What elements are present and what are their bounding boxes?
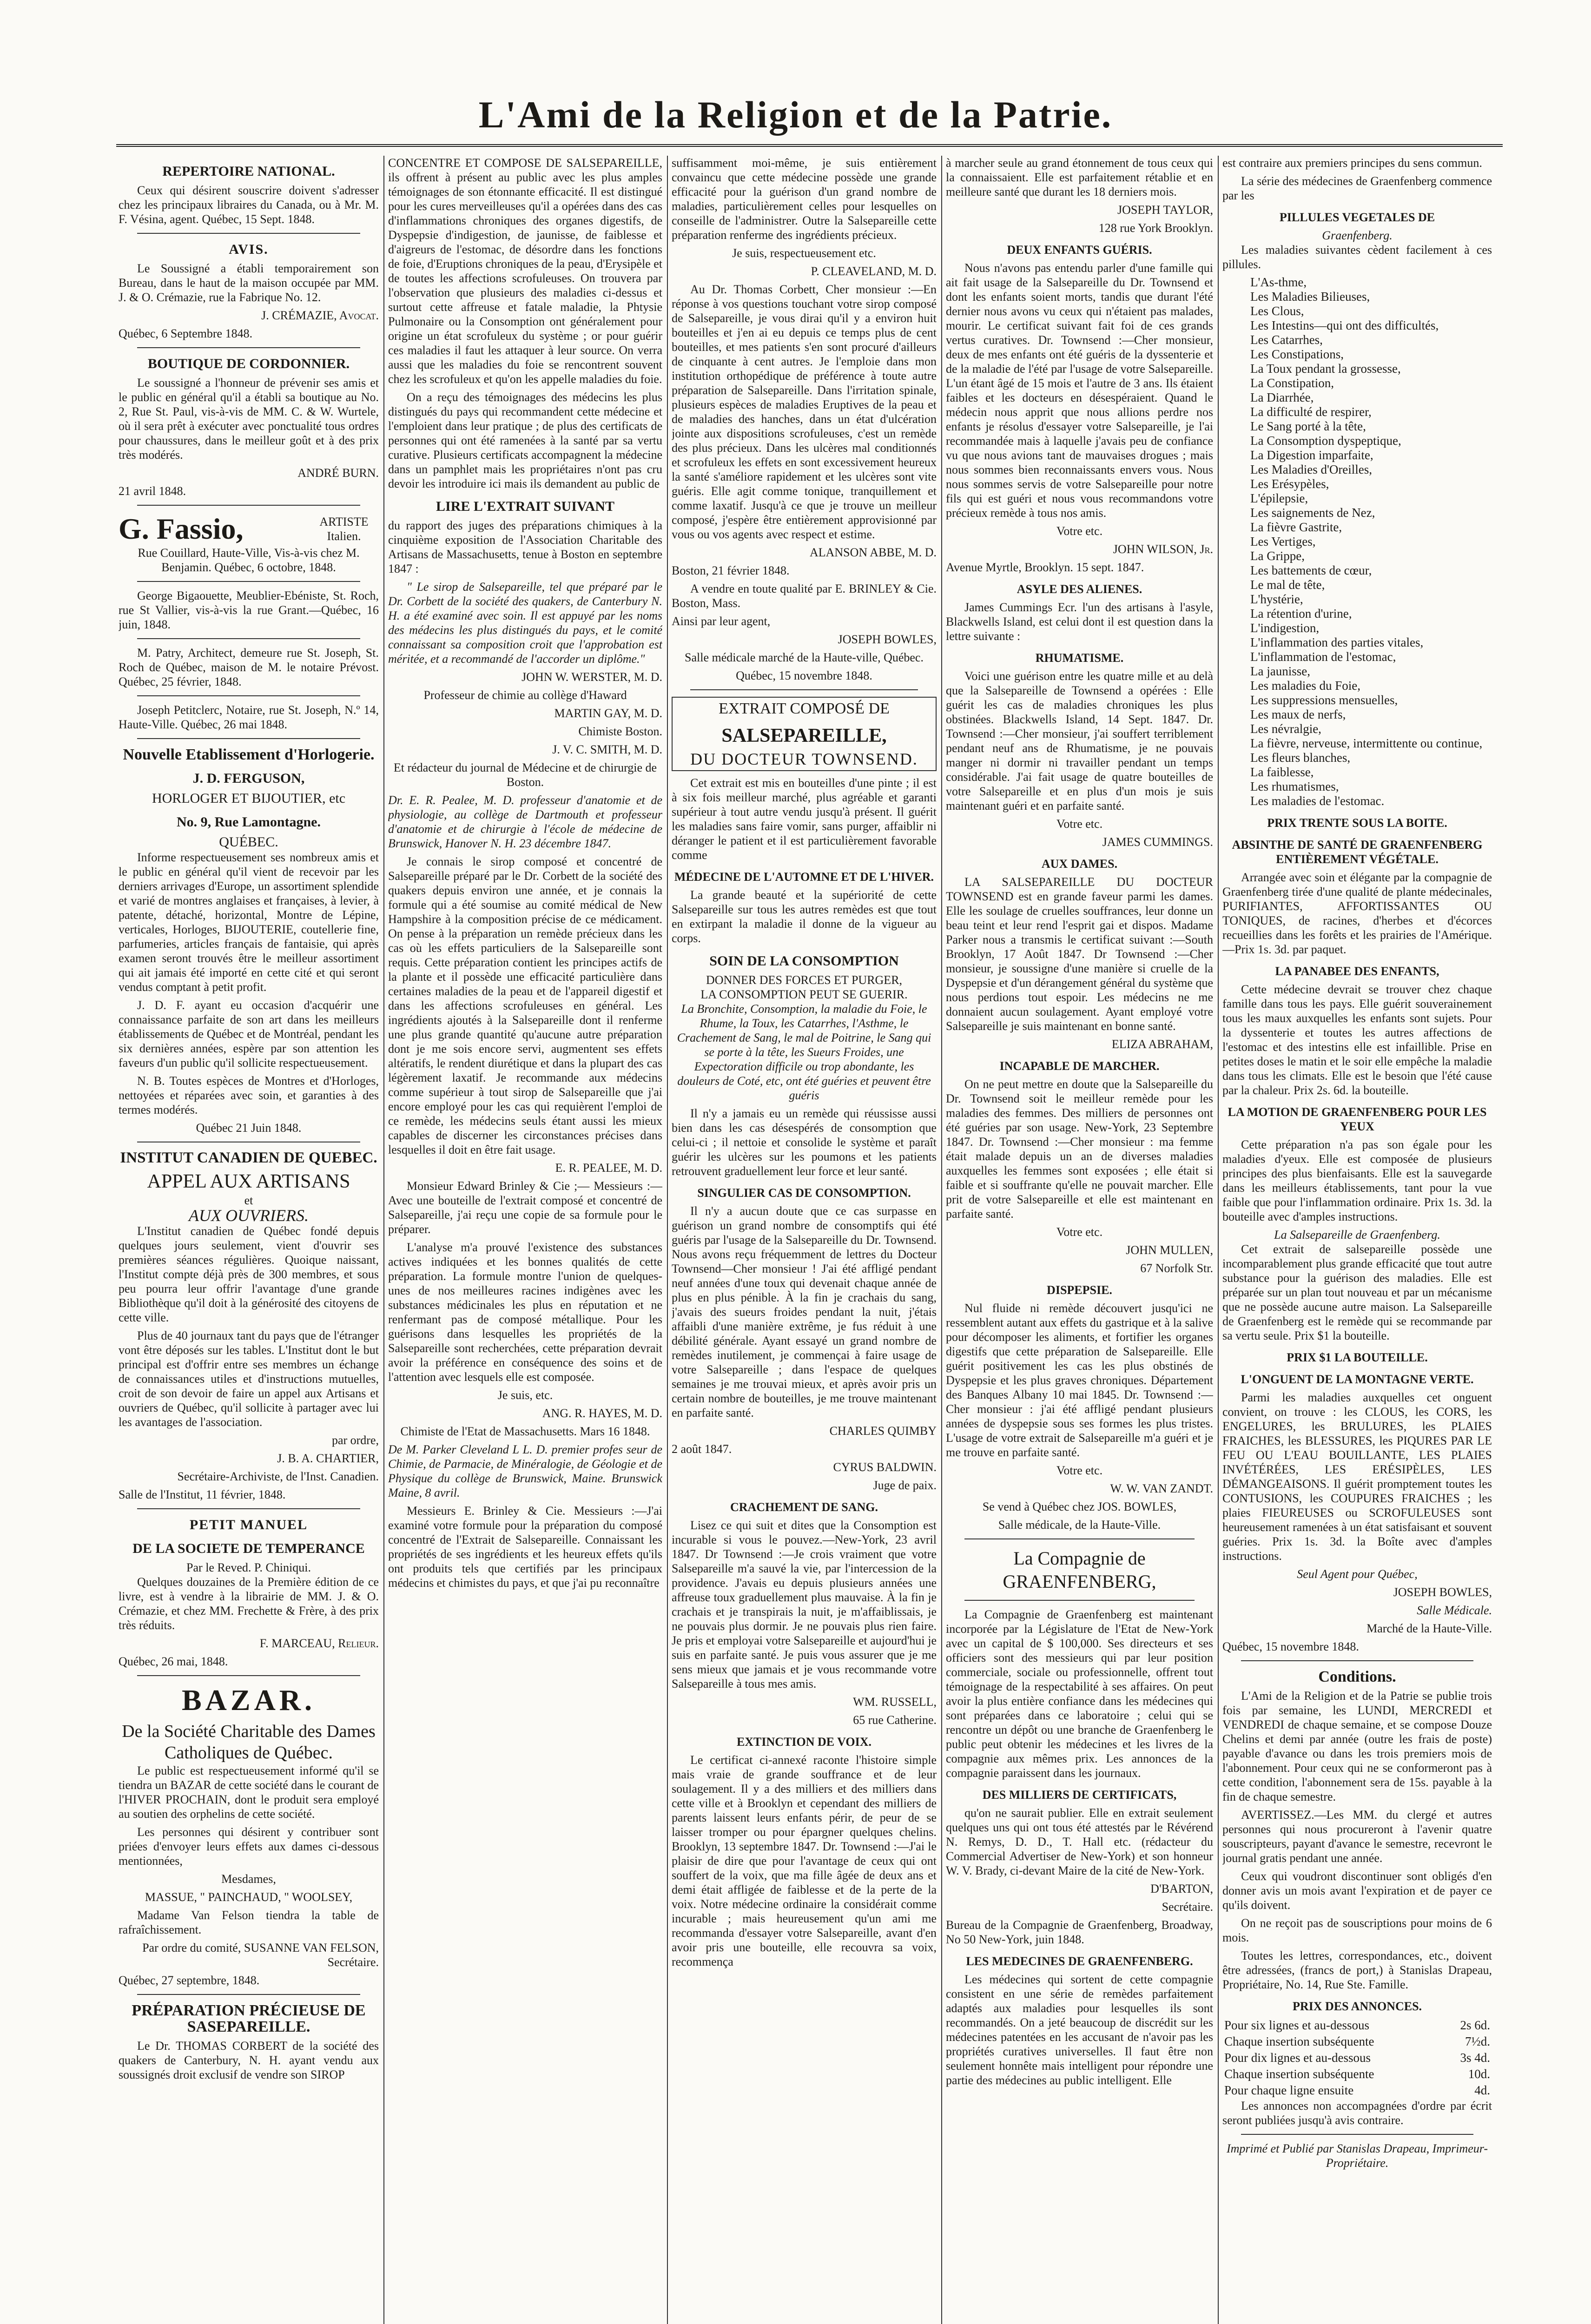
taylor-letter-cont: à marcher seule au grand étonnement de tous ceux qui la connaissaient. Elle est parfaitement rétablie et en meilleure santé que durant les 18 derniers mois. xyxy=(946,156,1213,198)
institut-subheading: APPEL AUX ARTISANS xyxy=(147,1171,350,1192)
bowles-address: Salle médicale marché de la Haute-ville, Québec. xyxy=(685,651,924,664)
ailment-item: La Consomption dyspeptique, xyxy=(1250,434,1401,448)
salsepareille-testimonials: On a reçu des témoignages des médecins les plus distingués du pays qui recommandent cette médecine et l'emploient dans leur pratique ; de plus des certificats de personnes qui ont été ramenées à la santé par sa vertu curative. Plusieurs certificats accompagnent la médecine dans un pamphlet mais les propriétaires n'ont pas cru devoir les introduire ici mais ils demandent au public de xyxy=(388,390,662,490)
price-value: 4d. xyxy=(1474,2083,1490,2097)
signature-cleaveland: P. CLEAVELAND, M. D. xyxy=(811,264,937,278)
forces-heading: DONNER DES FORCES ET PURGER, xyxy=(706,973,903,987)
ailment-item: Les névralgie, xyxy=(1250,722,1321,736)
motion-text: Cette préparation n'a pas son égale pour les maladies d'yeux. Elle est composée de plusieurs principes des plus bienfaisants. Elle est la sauvegarde dans les meilleurs établissements, tant pour la vue faible que pour l'inflammation ordinaire. Prix 1s. 3d. la bouteille avec d'amples instructions. xyxy=(1222,1138,1492,1223)
incapable-text: On ne peut mettre en doute que la Salsepareille du Dr. Townsend soit le meilleur remède pour les maladies des femmes. Des milliers de personnes ont été guéries par son usage. New-York, 23 Septembre 1847. Dr. Townsend :—Cher monsieur : ma femme était malade depuis un an de diverses maladies auxquelles les femmes sont exposées ; elle était si faible et si souffrante qu'elle ne pouvait marcher. Elle prit de votre Salsepareille et elle est maintenant en parfaite santé. xyxy=(946,1077,1213,1221)
preparation-text: Le Dr. THOMAS CORBERT de la société des quakers de Canterbury, N. H. ayant vendu aux soussignés droit exclusif de vendre son SIROP xyxy=(119,2039,379,2081)
bazar-names: MASSUE, " PAINCHAUD, " WOOLSEY, xyxy=(145,1890,353,1904)
ailment-item: Les Constipations, xyxy=(1250,347,1344,361)
ailment-item: La rétention d'urine, xyxy=(1250,607,1352,621)
signature-bowles: JOSEPH BOWLES, xyxy=(838,633,937,646)
conditions-text-2: AVERTISSEZ.—Les MM. du clergé et autres personnes qui nous procureront à l'avenir quatre souscripteurs, payant d'avance le semestre, recevront le journal gratis pendant une année. xyxy=(1222,1808,1492,1865)
mullen-address: 67 Norfolk Str. xyxy=(1140,1261,1213,1275)
ailment-item: Le Sang porté à la tête, xyxy=(1250,419,1366,433)
divider xyxy=(137,638,360,639)
avis-text: Le Soussigné a établi temporairement son Bureau, dans le haut de la maison occupée par MM. J. & O. Crémazie, rue la Fabrique No. 12. xyxy=(119,262,379,304)
ailment-item: Les Erésypèles, xyxy=(1250,477,1329,491)
pealee-letter: Je connais le sirop composé et concentré de Salsepareille préparé par le Dr. Corbett de la société des quakers depuis environ une année, et je connais la formule qui a été soumise au comité médical de New Hampshire à la composition précise de ce médicament. On pense à la préparation un remède précieux dans les cas où les effets particuliers de la Salsepareille sont requis. Cette préparation contient les principes actifs de la plante et il possède une efficacité particulière dans certaines maladies de la peau et de l'appareil digestif et dans les affections scrofuleuses en général. Les ingrédients ajoutés à la Salsepareille dont il renferme une plus grande quantité qu'aucune autre préparation dont je me sois encore servi, augmentent ses effets altératifs, le rendent diurétique et dans la plupart des cas légèrement laxatif. Je recommande aux médecins comme supérieur à tout sirop de Salsepareille que j'ai encore employé pour les cas qui requièrent l'emploi de ce remède, les médecins seuls étant aussi les mieux capables de discerner les circonstances précises dans lesquelles il doit en être fait usage. xyxy=(388,855,662,1156)
bowles-date: Québec, 15 novembre 1848. xyxy=(736,669,872,682)
hayes-closing: Je suis, etc. xyxy=(497,1388,553,1402)
divider xyxy=(690,689,918,690)
absinthe-heading: ABSINTHE DE SANTÉ DE GRAENFENBERG ENTIÈREMENT VÉGÉTALE. xyxy=(1232,838,1483,866)
institut-heading: INSTITUT CANADIEN DE QUEBEC. xyxy=(120,1149,377,1166)
bowles-sale-address: Salle médicale, de la Haute-Ville. xyxy=(998,1518,1161,1532)
boutique-date: 21 avril 1848. xyxy=(119,484,186,498)
ailment-item: Les Clous, xyxy=(1250,304,1304,318)
ailment-item: Les saignements de Nez, xyxy=(1250,506,1375,520)
ailment-item: Le mal de tête, xyxy=(1250,578,1325,592)
automne-heading: MÉDECINE DE L'AUTOMNE ET DE L'HIVER. xyxy=(674,870,934,884)
divider xyxy=(137,1508,360,1509)
abbe-letter: Au Dr. Thomas Corbett, Cher monsieur :—En réponse à vos questions touchant votre sirop composé de Salsepareille, je vous dirai qu'il y a environ huit bouteilles et j'en ai eu depuis ce temps plus de cent bouteilles, et mes patients s'en sont procuré d'ailleurs de cinquante à cent autres. Je l'emploie dans mon institution orthopédique de préférence à toute autre préparation de Salsepareille. Dans l'irritation spinale, plusieurs espèces de maladies Eruptives de la peau et de maladies des hanches, dans un état d'ulcération jointe aux dispositions scrofuleuses, c'est un remède des plus précieux. Dans les ulcères mal conditionnés et scrofuleux les effets en sont excessivement heureux la santé s'améliore rapidement et les ulcères sont vite guéris. Elle agit comme tonique, tranquillement et comme laxatif. Jusqu'à ce que je trouve un meilleur composé, j'espère être entièrement approvisionné par vous ou vos agents avec respect et estime. xyxy=(672,283,937,541)
institut-et: et xyxy=(244,1194,253,1207)
signature-quimby: CHARLES QUIMBY xyxy=(829,1424,937,1438)
bazar-subheading: De la Société Charitable des Dames Catholiques de Québec. xyxy=(122,1722,376,1763)
aux-dames-heading: AUX DAMES. xyxy=(1041,857,1118,871)
ailment-item: La Grippe, xyxy=(1250,549,1305,563)
conditions-text-3: Ceux qui voudront discontinuer sont obligés d'en donner avis un mois avant l'expiration et de payer ce qu'ils doivent. xyxy=(1222,1869,1492,1912)
boutique-signature: ANDRÉ BURN. xyxy=(297,466,379,480)
bowles-date-2: Québec, 15 novembre 1848. xyxy=(1222,1640,1359,1653)
ailment-item: Les Maladies Bilieuses, xyxy=(1250,290,1370,304)
barton-title: Secrétaire. xyxy=(1162,1900,1213,1914)
divider xyxy=(137,347,360,348)
bazar-signature: Par ordre du comité, SUSANNE VAN FELSON, Secrétaire. xyxy=(142,1941,379,1969)
consomption-heading: SOIN DE LA CONSOMPTION xyxy=(709,953,899,969)
signature-hayes-title: Chimiste de l'Etat de Massachusetts. Mars 16 1848. xyxy=(400,1425,650,1438)
manuel-author: Par le Reved. P. Chiniqui. xyxy=(186,1561,311,1574)
prix-note: Les annonces non accompagnées d'ordre par écrit seront publiées jusqu'à avis contraire. xyxy=(1222,2099,1492,2127)
wilson-closing: Votre etc. xyxy=(1056,524,1103,538)
rapport-quote: " Le sirop de Salsepareille, tel que préparé par le Dr. Corbett de la société des quakers, de Canterbury N. H. a été examiné avec soin. Il est appuyé par les noms des médecins les plus distingués du pays, et le comité connaissant sa composition croit que l'approbation est méritée, et a recommandé de l'accorder un diplôme." xyxy=(388,580,662,666)
institut-text: L'Institut canadien de Québec fondé depuis quelques jours seulement, vient d'ouvrir ses premières séances régulières. Quoique naissant, l'Institut compte déjà près de 300 membres, et sous peu pourra leur offrir l'avantage d'une grande Bibliothèque qu'il doit à la générosité des citoyens de cette ville. xyxy=(119,1224,379,1324)
divider xyxy=(1241,2134,1473,2135)
ailment-item: L'hystérie, xyxy=(1250,592,1303,606)
signature-smith-title: Et rédacteur du journal de Médecine et de chirurgie de Boston. xyxy=(393,761,657,789)
patry-notice: M. Patry, Architect, demeure rue St. Joseph, St. Roch de Québec, maison de M. le notaire Prévost. Québec, 25 février, 1848. xyxy=(119,646,379,688)
pillules-heading: PILLULES VEGETALES DE xyxy=(1279,211,1435,224)
manuel-signature: F. MARCEAU, Relieur. xyxy=(259,1637,379,1650)
horlogerie-heading: Nouvelle Etablissement d'Horlogerie. xyxy=(123,746,375,763)
manuel-date: Québec, 26 mai, 1848. xyxy=(119,1655,228,1668)
price-row xyxy=(1222,2034,1492,2050)
fassio-name: G. Fassio, xyxy=(119,512,244,545)
conditions-text: L'Ami de la Religion et de la Patrie se publie trois fois par semaine, les LUNDI, MERCREDI et VENDREDI de chaque semaine, et se compose Douze Chelins et demi par année (outre les frais de poste) payable d'avance ou dans les trois premiers mois de l'abonnement. Pour ceux qui ne se conformeront pas à cette condition, l'abonnement sera de 15s. payable à la fin de chaque semestre. xyxy=(1222,1689,1492,1803)
prix-boite-heading: PRIX TRENTE SOUS LA BOITE. xyxy=(1267,816,1447,830)
column-2 xyxy=(388,156,662,2324)
onguent-heading: L'ONGUENT DE LA MONTAGNE VERTE. xyxy=(1241,1373,1474,1386)
institut-text-2: Plus de 40 journaux tant du pays que de l'étranger vont être déposés sur les tables. L'Institut dont le but principal est d'offrir entre ses membres un échange de connaissances utiles et d'instructions mutuelles, croit de son devoir de faire un appel aux Artisans et ouvriers de Québec, qu'il sollicite à partager avec lui les avantages de l'association. xyxy=(119,1329,379,1429)
townsend-heading: DU DOCTEUR TOWNSEND. xyxy=(690,750,918,768)
ailment-item: La Diarrhée, xyxy=(1250,390,1314,404)
agent-intro: Ainsi par leur agent, xyxy=(672,614,771,628)
ailment-item: Les suppressions mensuelles, xyxy=(1250,693,1398,707)
ailment-item: La jaunisse, xyxy=(1250,664,1310,678)
signature-abbe: ALANSON ABBE, M. D. xyxy=(809,546,937,559)
ailment-item: La Constipation, xyxy=(1250,376,1334,390)
maladies-list: La Bronchite, Consomption, la maladie du Foie, le Rhume, la Toux, les Catarrhes, l'Asthme, le Crachement de Sang, le mal de Poitrine, le Sang qui se porte à la tête, les Sueurs Froides, une Expectoration difficile ou trop abondante, les douleurs de Coté, etc, ont été guéries et peuvent être guéris xyxy=(677,1002,931,1102)
price-value: 3s 4d. xyxy=(1460,2051,1490,2065)
bazar-date: Québec, 27 septembre, 1848. xyxy=(119,1974,260,1987)
medecines-text-cont: est contraire aux premiers principes du sens commun. xyxy=(1222,156,1482,170)
ailment-item: Les Vertiges, xyxy=(1250,535,1316,548)
rhumatisme-heading: RHUMATISME. xyxy=(1035,651,1124,665)
ferguson-name: J. D. FERGUSON, xyxy=(192,771,305,786)
guerir-heading: LA CONSOMPTION PEUT SE GUERIR. xyxy=(700,988,908,1001)
fassio-address: Rue Couillard, Haute-Ville, Vis-à-vis chez M. Benjamin. Québec, 6 octobre, 1848. xyxy=(138,546,360,574)
ailment-item: L'épilepsie, xyxy=(1250,491,1308,505)
ferguson-trade: HORLOGER ET BIJOUTIER, etc xyxy=(152,791,346,806)
price-value: 7½d. xyxy=(1465,2034,1490,2048)
ailment-item: La Digestion imparfaite, xyxy=(1250,448,1373,462)
medecines-text: Les médecines qui sortent de cette compagnie consistent en une série de remèdes parfaitement adaptés aux maladies pour lesquelles ils sont recommandés. On a jeté beaucoup de discrédit sur les médecines patentées en les accusant de n'avoir pas les propriétés curatives universelles. Il faut être non seulement honnête mais intelligent pour répondre une partie des médecines au public intelligent. Elle xyxy=(946,1973,1213,2087)
avis-date: Québec, 6 Septembre 1848. xyxy=(119,327,253,340)
hayes-letter-intro: Monsieur Edward Brinley & Cie ;— Messieurs :—Avec une bouteille de l'extrait composé et concentré de Salsepareille, j'ai reçu une copie de sa formule pour le préparer. xyxy=(388,1179,662,1236)
signature-russell: WM. RUSSELL, xyxy=(853,1695,937,1709)
salsepareille-intro: CONCENTRE ET COMPOSE DE SALSEPAREILLE, ils offrent à présent au public avec les plus amples témoignages de son étonnante efficacité. Il est distingué pour les cures merveilleuses qu'il a opérées dans des cas d'inflammations chroniques des organes digestifs, de Dyspepsie d'indigestion, de jaunisse, de faiblesse et d'aigreurs de l'estomac, de désordre dans les fonctions de foie, d'Eruptions chroniques de la peau, d'Erysipèle et de toutes les affections scrofuleuses. On trouvera par l'observation que plusieurs des maladies ci-dessus et surtout cette affreuse et fatale maladie, la Phtysie Pulmonaire ou la Consomption ont généralement pour origine un état scrofuleux du système ; or pour guérir ces maladies il faut les attaquer à leur source. On verra aussi que les maladies du foie se rencontrent souvent chez les scrofuleux et qu'on les appelle maladies du foie. xyxy=(388,156,662,386)
signature-werster-title: Professeur de chimie au collège d'Haward xyxy=(423,688,627,702)
signature-vanzandt: W. W. VAN ZANDT. xyxy=(1110,1482,1213,1495)
dispepsie-heading: DISPEPSIE. xyxy=(1047,1283,1112,1297)
cleveland-letter: Messieurs E. Brinley & Cie. Messieurs :—J'ai examiné votre formule pour la préparation du composé concentré de l'Extrait de Salsepareille. Connaissant les propriétés de ses ingrédients et les heureux effets qu'ils ont produits tels que certifiés par les principaux médecins et chimistes du pays, et que j'ai pu reconnaître xyxy=(388,1504,662,1590)
rhumatisme-text: Voici une guérison entre les quatre mille et au delà que la Salsepareille de Townsend a opérées : Elle guérit les cas de maladies chroniques les plus obstinées. Blackwells Island, 14 Sept. 1847. Dr. Townsend :—Cher monsieur, j'ai souffert terriblement pendant neuf ans de Rhumatisme, je ne pouvais manger ni dormir ni travailler pendant un temps considérable. J'ai fait usage de quatre bouteilles de votre Salsepareille et en plus d'un mois je suis maintenant guéri et en parfaite santé. xyxy=(946,669,1213,812)
conditions-heading: Conditions. xyxy=(1318,1668,1396,1685)
salsepareille-heading: SALSEPAREILLE, xyxy=(721,725,887,746)
signature-smith: J. V. C. SMITH, M. D. xyxy=(552,743,662,756)
price-label: Pour dix lignes et au-dessous xyxy=(1224,2051,1371,2065)
ailment-item: La fièvre, nerveuse, intermittente ou continue, xyxy=(1250,736,1483,750)
bazar-text-3: Madame Van Felson tiendra la table de rafraîchissement. xyxy=(119,1908,379,1936)
price-row xyxy=(1222,2066,1492,2082)
signature-abraham: ELIZA ABRAHAM, xyxy=(1111,1037,1213,1051)
repertoire-text: Ceux qui désirent souscrire doivent s'adresser chez les principaux libraires du Canada, ou à Mr. M. F. Vésina, agent. Québec, 15 Sept. 1848. xyxy=(119,184,379,226)
ailment-item: La difficulté de respirer, xyxy=(1250,405,1372,419)
signature-bowles-2: JOSEPH BOWLES, xyxy=(1393,1585,1492,1599)
deux-enfants-text: Nous n'avons pas entendu parler d'une famille qui ait fait usage de la Salsepareille du Dr. Townsend et dont les enfants soient morts, tandis que durant l'été dernier nous avons vu ceux qui n'étaient pas malades, mourir. Le certificat suivant fait foi de ces grands vertus curatives. Dr. Townsend :—Cher monsieur, deux de mes enfants ont été guéris de la dyssenterie et de la maladie de l'été par l'usage de votre Salsepareille. L'un étant âgé de 15 mois et l'autre de 3 ans. Ils étaient faibles et les docteurs en désespéraient. Quand le médecin nous apprit que nous allions perdre nos enfants je résolus d'essayer votre Salsepareille, je l'ai recommandée mais à laquelle j'avais peu de confiance vu que nous avions tant de mauvaises drogues ; mais nous sommes bien reconnaissants envers vous. Nous nous sommes servis de votre Salsepareille pour notre fils qui est guéri et nous vous recommandons votre précieux remède à tous nos amis. xyxy=(946,261,1213,520)
petitclerc-notice: Joseph Petitclerc, Notaire, rue St. Joseph, N.º 14, Haute-Ville. Québec, 26 mai 1848. xyxy=(119,703,379,731)
quimby-date: 2 août 1847. xyxy=(672,1442,732,1456)
signature-gay-title: Chimiste Boston. xyxy=(578,725,662,738)
signature-pealee: E. R. PEALEE, M. D. xyxy=(555,1161,662,1175)
divider xyxy=(137,695,360,696)
ailment-item: Les fleurs blanches, xyxy=(1250,751,1351,765)
cleveland-intro: De M. Parker Cleveland L L. D. premier profes seur de Chimie, de Parmacie, de Minéralogie, de Géologie et de Physique du collège de Brunswick, Maine. Brunswick Maine, 8 avril. xyxy=(388,1443,662,1499)
institut-date: Salle de l'Institut, 11 février, 1848. xyxy=(119,1488,286,1501)
divider xyxy=(137,1994,360,1995)
column-4 xyxy=(946,156,1213,2324)
price-label: Pour chaque ligne ensuite xyxy=(1224,2083,1354,2097)
ferguson-city: QUÉBEC. xyxy=(219,834,278,850)
salsepareille-graenfenberg-heading: La Salsepareille de Graenfenberg. xyxy=(1274,1228,1440,1241)
incapable-heading: INCAPABLE DE MARCHER. xyxy=(999,1059,1160,1073)
column-rule xyxy=(383,156,384,2324)
divider xyxy=(964,1538,1195,1539)
vanzandt-closing: Votre etc. xyxy=(1056,1464,1103,1477)
price-row xyxy=(1222,2017,1492,2034)
price-row xyxy=(1222,2050,1492,2066)
salsepareille-graenfenberg-text: Cet extrait de salsepareille possède une incomparablement plus grande efficacité que tout autre substance pour la guérison des maladies. Elle est préparée sur un plan tout nouveau et par un mécanisme que ne possède aucune autre maison. La Salsepareille de Graenfenberg est le remède qui se recommande par sa vertu seule. Prix $1 la bouteille. xyxy=(1222,1242,1492,1342)
barton-address: Bureau de la Compagnie de Graenfenberg, Broadway, No 50 New-York, juin 1848. xyxy=(946,1918,1213,1946)
panabee-text: Cette médecine devrait se trouver chez chaque famille dans tous les pays. Elle guérit souverainement tous les maux auxquelles les enfants sont sujets. Pour la dyssenterie et toutes les autres affections de l'estomac et des intestins elle est infaillible. Prise en petites doses le matin et le soir elle empêche la maladie dans tous les climats. Elle est le besoin que l'été cause par la chaleur. Prix 2s. 6d. la bouteille. xyxy=(1222,983,1492,1097)
ailment-item: La faiblesse, xyxy=(1250,765,1314,779)
signature-hayes: ANG. R. HAYES, M. D. xyxy=(542,1406,662,1420)
salle-medicale: Salle Médicale. xyxy=(1417,1604,1492,1617)
ailment-item: La fièvre Gastrite, xyxy=(1250,520,1342,534)
manuel-text: Quelques douzaines de la Première édition de ce livre, est à vendre à la librairie de MM. J. & O. Crémazie, et chez MM. Frechette & Frère, à des prix très réduits. xyxy=(119,1575,379,1632)
divider xyxy=(137,505,360,506)
bigaouette-notice: George Bigaouette, Meublier-Ebéniste, St. Roch, rue St Vallier, vis-à-vis la rue Grant.—Québec, 16 juin, 1848. xyxy=(119,589,379,631)
avis-heading: AVIS. xyxy=(229,242,269,257)
onguent-text: Parmi les maladies auxquelles cet onguent convient, on trouve : les CLOUS, les CORS, les ENGELURES, les BRULURES, les PLAIES FRAICHES, les BLESSURES, les PIQURES PAR LE FEU OU L'EAU BOUILLANTE, LES PLAIES INVÉTÉRÉES, LES ERÉSIPÈLES, LES DÉMANGEAISONS. Il guérit promptement toutes les CONTUSIONS, les COUPURES FRAICHES ; les plaies FIEUREUSES ou SCROFULEUSES sont heureusement ramenées à un état satisfaisant et souvent guéries. Prix 1s. 3d. la Boîte avec d'amples instructions. xyxy=(1222,1391,1492,1563)
ailment-item: Les maux de nerfs, xyxy=(1250,707,1346,721)
ailment-item: L'inflammation de l'estomac, xyxy=(1250,650,1396,664)
ferguson-text-2: J. D. F. ayant eu occasion d'acquérir une connaissance parfaite de son art dans les meilleurs établissements de Québec et de Montréal, pendant les six dernières années, espère par son attention les faveurs d'un public qu'il sollicite respectueusement. xyxy=(119,998,379,1070)
ailment-item: L'As-thme, xyxy=(1250,275,1307,289)
ailments-list xyxy=(1222,275,1492,808)
ailment-item: Les rhumatismes, xyxy=(1250,779,1339,793)
ferguson-text-3: N. B. Toutes espèces de Montres et d'Horloges, nettoyées et réparées avec soin, et garanties à des termes modérés. xyxy=(119,1074,379,1116)
panabee-heading: LA PANABEE DES ENFANTS, xyxy=(1275,964,1439,978)
extrait-suivant-heading: LIRE L'EXTRAIT SUIVANT xyxy=(436,499,615,514)
hayes-letter: L'analyse m'a prouvé l'existence des substances actives indiquées et les bonnes qualités de cette préparation. La formule montre l'union de quelques-unes de nos meilleures racines indigènes avec les substances médicinales les plus en réputation et ne renfermant pas de composé métallique. Pour les guérisons dans lesquelles les propriétés de la Salsepareille sont recherchées, cette préparation devrait avoir la préférence en conséquence des soins et de l'attention avec lesquels elle est composée. xyxy=(388,1241,662,1384)
ailment-item: La Toux pendant la grossesse, xyxy=(1250,362,1401,376)
pillules-text: Les maladies suivantes cèdent facilement à ces pillules. xyxy=(1222,243,1492,271)
signature-gay: MARTIN GAY, M. D. xyxy=(554,706,662,720)
masthead-rule xyxy=(116,144,1503,147)
bazar-mesdames: Mesdames, xyxy=(221,1872,276,1886)
ailment-item: Les Intestins—qui ont des difficultés, xyxy=(1250,318,1439,332)
dispepsie-text: Nul fluide ni remède découvert jusqu'ici ne ressemblent autant aux effets du gastrique et à la salive pour décomposer les aliments, et fortifier les organes digestifs que cette préparation de Salsepareille. Elle guérit positivement les cas les plus obstinés de Dyspepsie et les plus graves chroniques. Département des Banques Albany 10 mai 1845. Dr. Townsend :—Cher monsieur : j'ai été affligé pendant plusieurs années de dyspepsie sous ses formes les plus tristes. L'usage de votre extrait de Salsepareille m'a guéri et je me trouve en parfaite santé. xyxy=(946,1301,1213,1459)
manuel-heading: PETIT MANUEL xyxy=(189,1517,308,1532)
divider xyxy=(137,581,360,582)
institut-signature: J. B. A. CHARTIER, xyxy=(277,1452,379,1465)
conditions-text-5: Toutes les lettres, correspondances, etc., doivent être adressées, (francs de port,) à Stanislas Drapeau, Propriétaire, No. 14, Rue Ste. Famille. xyxy=(1222,1949,1492,1991)
graenfenberg-heading: La Compagnie de GRAENFENBERG, xyxy=(1003,1548,1156,1592)
boutique-heading: BOUTIQUE DE CORDONNIER. xyxy=(147,356,350,371)
column-rule xyxy=(667,156,668,2324)
column-5 xyxy=(1222,156,1492,2324)
divider xyxy=(964,1600,1195,1601)
signature-abbe-date: Boston, 21 février 1848. xyxy=(672,564,790,577)
signature-taylor: JOSEPH TAYLOR, xyxy=(1117,203,1213,217)
crachement-heading: CRACHEMENT DE SANG. xyxy=(730,1500,878,1514)
certificats-text: qu'on ne saurait publier. Elle en extrait seulement quelques uns qui ont tous été attestés par le Révérend N. Remys, D. D., T. Hall etc. (rédacteur du Commercial Advertiser de New-York) et son honneur W. V. Brady, ci-devant Maire de la cité de New-York. xyxy=(946,1806,1213,1877)
repertoire-heading: REPERTOIRE NATIONAL. xyxy=(162,164,335,179)
ailment-item: L'inflammation des parties vitales, xyxy=(1250,635,1424,649)
price-label: Chaque insertion subséquente xyxy=(1224,2067,1374,2081)
price-label: Chaque insertion subséquente xyxy=(1224,2034,1374,2048)
ailment-item: Les Maladies d'Oreilles, xyxy=(1250,462,1373,476)
motion-heading: LA MOTION DE GRAENFENBERG POUR LES YEUX xyxy=(1228,1105,1487,1133)
graenfenberg-text: La Compagnie de Graenfenberg est maintenant incorporée par la Législature de l'Etat de New-York avec un capital de $ 100,000. Ses directeurs et ses officiers sont des messieurs qui par leur position commerciale, sociale ou professionnelle, offrent tout témoignage de la respectabilité à ses affaires. On peut avoir la plus entière confiance dans les médecines qui sont préparées dans ce laboratoire ; celui qui se rencontre un dépôt ou une branche de Graenfenberg le public peut obtenir les médecines et les livres de la compagnie aux mêmes prix. Les annonces de la compagnie paraissent dans les journaux. xyxy=(946,1608,1213,1780)
bowles-sale: Se vend à Québec chez JOS. BOWLES, xyxy=(982,1500,1177,1513)
signature-mullen: JOHN MULLEN, xyxy=(1126,1243,1213,1257)
fassio-subtitle: ARTISTE Italien. xyxy=(319,515,369,543)
signature-werster: JOHN W. WERSTER, M. D. xyxy=(522,670,662,684)
signature-wilson: JOHN WILSON, Jr. xyxy=(1113,542,1213,556)
column-rule xyxy=(941,156,942,2324)
bazar-heading: BAZAR. xyxy=(181,1684,316,1717)
townsend-text-3: Il n'y a jamais eu un remède qui réussisse aussi bien dans les cas désespérés de consomption que celui-ci ; il nettoie et consolide le système et paraît guérir les ulcères sur les poumons et les patients retrouvent graduellement leur force et leur santé. xyxy=(672,1107,937,1178)
absinthe-text: Arrangée avec soin et élégante par la compagnie de Graenfenberg tirée d'une qualité de plante médecinales, PURIFIANTES, AFFORTISSANTES OU TONIQUES, de racines, d'herbes et d'écorces recueillies dans les forêts et les prairies de l'Amérique.—Prix 1s. 3d. par paquet. xyxy=(1222,871,1492,956)
price-label: Pour six lignes et au-dessous xyxy=(1224,2018,1369,2032)
manuel-subheading: DE LA SOCIETE DE TEMPERANCE xyxy=(132,1541,365,1556)
townsend-box xyxy=(672,697,937,771)
pealee-intro: Dr. E. R. Pealee, M. D. professeur d'anatomie et de physiologie, au collège de Dartmouth et professeur d'anatomie et de chirurgie à l'école de médecine de Brunswick, Hanover N. H. 23 décembre 1847. xyxy=(388,793,662,850)
bazar-text-2: Les personnes qui désirent y contribuer sont priées d'envoyer leurs effets aux dames ci-dessous mentionnées, xyxy=(119,1825,379,1868)
ailment-item: Les Catarrhes, xyxy=(1250,333,1323,347)
conditions-text-4: On ne reçoit pas de souscriptions pour moins de 6 mois. xyxy=(1222,1916,1492,1944)
ferguson-text: Informe respectueusement ses nombreux amis et le public en général qu'il vient de recevoir par les derniers arrivages d'Europe, un assortiment splendide et varié de montres anglaises et françaises, à levier, à patente, détaché, horizontal, Montre de Lépine, verticales, Horloges, BIJOUTERIE, coutellerie fine, parfumeries, articles français de fantaisie, qui après examen seront trouvés être le meilleur assortiment qui ait jamais été importé en cette cité et qui seront vendus comptant à petit profit. xyxy=(119,851,379,994)
ailment-item: Les maladies du Foie, xyxy=(1250,679,1360,693)
bazar-text: Le public est respectueusement informé qu'il se tiendra un BAZAR de cette société dans le courant de l'HIVER PROCHAIN, dont le produit sera employé au soutien des orphelins de cette société. xyxy=(119,1764,379,1821)
prix-bouteille-heading: PRIX $1 LA BOUTEILLE. xyxy=(1287,1351,1428,1364)
boutique-text: Le soussigné a l'honneur de prévenir ses amis et le public en général qu'il a établi sa boutique au No. 2, Rue St. Paul, vis-à-vis de MM. C. & W. Wurtele, où il sera prêt à exécuter avec ponctualité tous ordres pour chaussures, dans le meilleur goût et à des prix très modérés. xyxy=(119,376,379,462)
certificats-heading: DES MILLIERS DE CERTIFICATS, xyxy=(982,1788,1177,1802)
masthead-title: L'Ami de la Religion et de la Patrie. xyxy=(478,93,1113,136)
preparation-heading: PRÉPARATION PRÉCIEUSE DE SASEPAREILLE. xyxy=(132,2002,366,2035)
signature-baldwin: CYRUS BALDWIN. xyxy=(833,1460,937,1474)
price-value: 10d. xyxy=(1468,2067,1490,2081)
extrait-heading: EXTRAIT COMPOSÉ DE xyxy=(719,700,890,717)
taylor-address: 128 rue York Brooklyn. xyxy=(1098,221,1213,235)
imprint: Imprimé et Publié par Stanislas Drapeau, Imprimeur-Propriétaire. xyxy=(1226,2142,1488,2170)
avis-signature: J. CRÉMAZIE, Avocat. xyxy=(261,309,379,322)
asyle-heading: ASYLE DES ALIENES. xyxy=(1017,582,1142,596)
divider xyxy=(1241,1660,1473,1661)
crachement-text: Lisez ce qui suit et dites que la Consomption est incurable si vous le pouvez.—New-York, 23 avril 1847. Dr Townsend :—Je crois vraiment que votre Salsepareille m'a sauvé la vie, par l'intercession de la providence. J'avais eu depuis plusieurs années une affreuse toux graduellement plus mauvaise. À la fin je crachais et je transpirais la nuit, je m'affaiblissais, je ne pouvais plus dormir. Je ne pouvais plus rien faire. Je pris et employai votre Salsepareille et aujourd'hui je suis en parfaite santé. Je puis vous assurer que je me sens mieux que jamais et je vous recommande votre Salsepareille à tous mes amis. xyxy=(672,1519,937,1690)
wilson-address: Avenue Myrtle, Brooklyn. 15 sept. 1847. xyxy=(946,561,1144,574)
column-1 xyxy=(119,156,379,2324)
price-row xyxy=(1222,2082,1492,2099)
ailment-item: Les battements de cœur, xyxy=(1250,563,1372,577)
serie-text: La série des médecines de Graenfenberg commence par les xyxy=(1222,174,1492,202)
ferguson-address: No. 9, Rue Lamontagne. xyxy=(176,814,321,830)
rapport-text: du rapport des juges des préparations chimiques à la cinquième exposition de l'Association Charitable des Artisans de Massachusetts, tenue à Boston en septembre 1847 : xyxy=(388,519,662,575)
singulier-text: Il n'y a aucun doute que ce cas surpasse en guérison un grand nombre de consomptifs qui été guéris par l'usage de la Salsepareille du Dr. Townsend. Nous avons reçu fréquemment de lettres du Docteur Townsend—Cher monsieur ! J'ai été affligé pendant neuf années d'une toux qui devenait chaque année de plus en plus pénible. À la fin je crachais du sang, j'avais des sueurs froides pendant la nuit, j'étais affaibli d'une manière extrême, je fus réduit à une débilité générale. Ayant essayé un grand nombre de remèdes inutilement, je commençai à faire usage de votre Salsepareille ; dans l'espace de quelques semaines je me trouvai mieux, et après avoir pris un certain nombre de bouteilles, je me trouve maintenant en parfaite santé. xyxy=(672,1204,937,1419)
ailment-item: L'indigestion, xyxy=(1250,621,1320,635)
cummings-closing: Votre etc. xyxy=(1056,817,1103,831)
baldwin-title: Juge de paix. xyxy=(873,1479,937,1492)
cleveland-closing: Je suis, respectueusement etc. xyxy=(732,246,876,260)
institut-signature-title: Secrétaire-Archiviste, de l'Inst. Canadien. xyxy=(177,1470,379,1483)
asyle-text: James Cummings Ecr. l'un des artisans à l'asyle, Blackwells Island, est celui dont il est question dans la lettre suivante : xyxy=(946,601,1213,643)
divider xyxy=(137,1675,360,1676)
signature-barton: D'BARTON, xyxy=(1150,1882,1213,1895)
ailment-item: Les maladies de l'estomac. xyxy=(1250,794,1385,808)
divider xyxy=(137,738,360,739)
institut-signature-intro: par ordre, xyxy=(331,1433,379,1447)
singulier-heading: SINGULIER CAS DE CONSOMPTION. xyxy=(697,1186,911,1200)
column-3 xyxy=(672,156,937,2324)
deux-enfants-heading: DEUX ENFANTS GUÉRIS. xyxy=(1007,243,1152,257)
mullen-closing: Votre etc. xyxy=(1056,1225,1103,1239)
russell-address: 65 rue Catherine. xyxy=(853,1713,937,1727)
divider xyxy=(137,233,360,234)
ferguson-date: Québec 21 Juin 1848. xyxy=(196,1121,302,1135)
extinction-heading: EXTINCTION DE VOIX. xyxy=(736,1735,872,1749)
cleveland-letter-cont: suffisamment moi-même, je suis entièrement convaincu que cette médecine possède une grande efficacité pour la guérison d'un grand nombre de maladies, particulièrement celles pour lesquelles on conseille de l'administrer. Outre la Salsepareille cette préparation renferme des ingrédients précieux. xyxy=(672,156,937,242)
seul-agent: Seul Agent pour Québec, xyxy=(1297,1567,1418,1581)
price-value: 2s 6d. xyxy=(1460,2018,1490,2032)
pillules-subheading: Graenfenberg. xyxy=(1322,229,1393,242)
price-table xyxy=(1222,2017,1492,2099)
townsend-text: Cet extrait est mis en bouteilles d'une pinte ; il est à six fois meilleur marché, plus agréable et garanti supérieur à tout autre vendu jusqu'à présent. Il guérit les maladies sans faire vomir, sans purger, affaiblir ni déranger le patient et il est particulièrement favorable comme xyxy=(672,776,937,862)
column-rule xyxy=(1218,156,1219,2324)
marche-haute-ville: Marché de la Haute-Ville. xyxy=(1367,1622,1492,1635)
extinction-text: Le certificat ci-annexé raconte l'histoire simple mais vraie de grande souffrance et de leur soulagement. Il y a des milliers et des milliers dans cette ville et à Brooklyn et cependant des milliers de parents laissent leurs enfants périr, de peur de se laisser tromper ou pour épargner quelques chelins. Brooklyn, 13 septembre 1847. Dr. Townsend :—J'ai le plaisir de dire que pour l'avantage de ceux qui ont souffert de la voix, que ma fille âgée de deux ans et demi était affligée de faiblesse et de la perte de la voix. Notre médecine ordinaire la considérait comme incurable ; mais heureusement qu'un ami me recommanda d'essayer votre Salsepareille, avant d'en avoir pris une bouteille, elle recouvra sa voix, recommença xyxy=(672,1753,937,1968)
prix-annonces-heading: PRIX DES ANNONCES. xyxy=(1292,2000,1422,2013)
brinley-sale: A vendre en toute qualité par E. BRINLEY & Cie. Boston, Mass. xyxy=(672,582,937,610)
townsend-text-2: La grande beauté et la supériorité de cette Salsepareille sur tous les autres remèdes est que tout en extirpant la maladie il donne de la vigueur au corps. xyxy=(672,888,937,945)
medecines-heading: LES MEDECINES DE GRAENFENBERG. xyxy=(966,1954,1193,1968)
aux-dames-text: LA SALSEPAREILLE DU DOCTEUR TOWNSEND est en grande faveur parmi les dames. Elle les soulage de cruelles souffrances, leur donne un beau teint et leur rend l'esprit gai et dispos. Madame Parker nous a transmis le certificat suivant :—South Brooklyn, 17 Août 1847. Dr Townsend :—Cher monsieur, je soussigne d'une manière si cruelle de la Dyspepsie et d'un dérangement général du système que nous perdions tout espoir. Les médecins ne me donnaient aucun soulagement. Ayant employé votre Salsepareille je suis maintenant en bonne santé. xyxy=(946,875,1213,1033)
institut-subheading-2: AUX OUVRIERS. xyxy=(189,1206,309,1225)
signature-cummings: JAMES CUMMINGS. xyxy=(1102,835,1213,849)
